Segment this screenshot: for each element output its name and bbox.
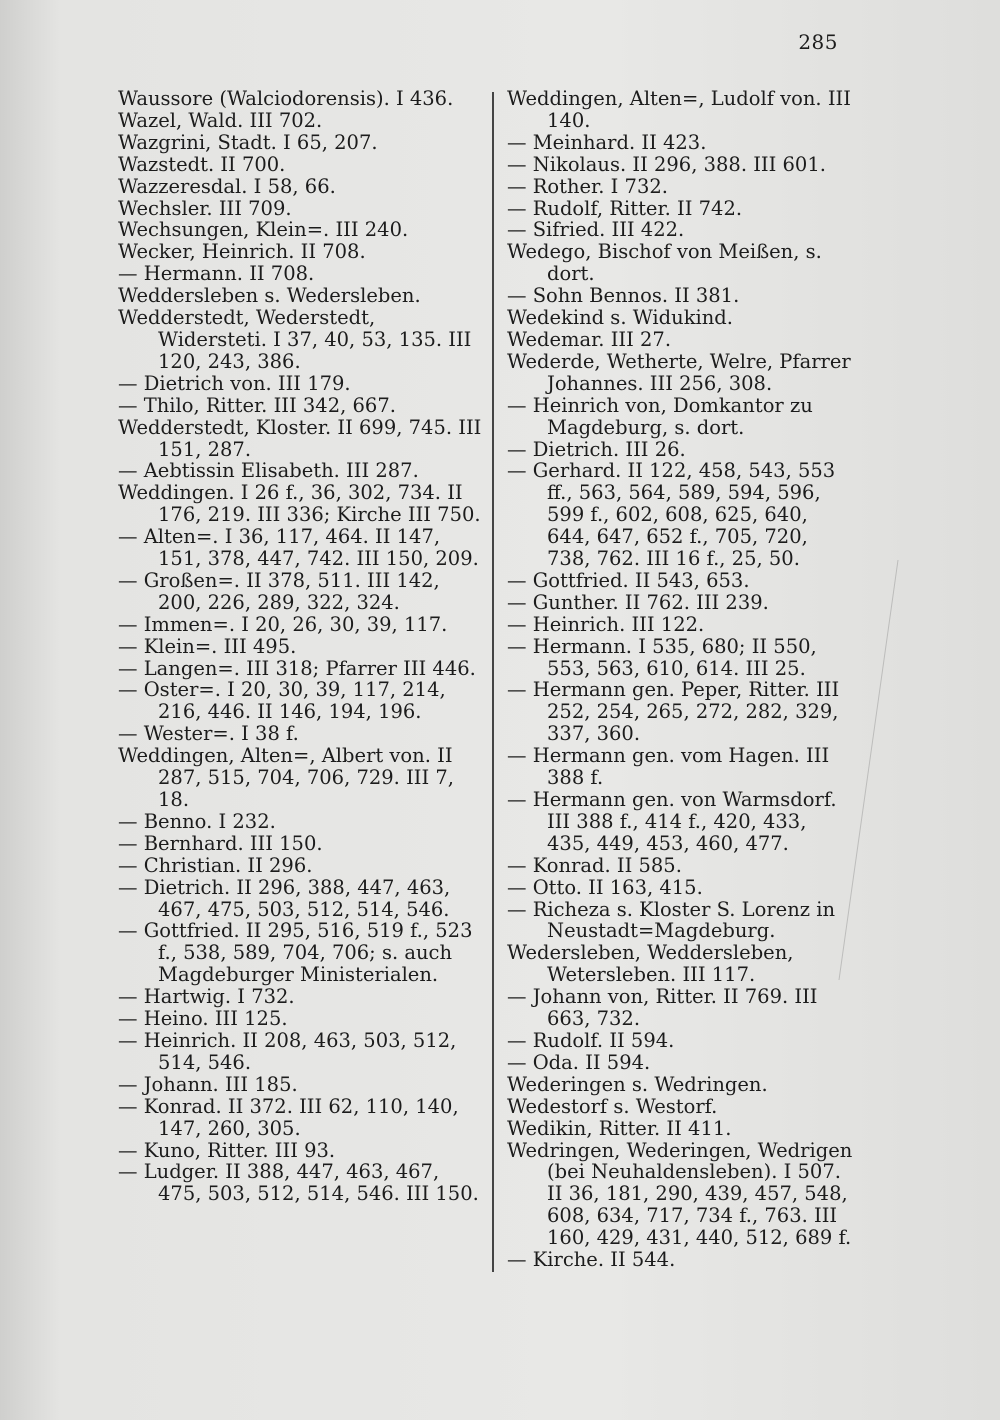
index-entry: — Alten=. I 36, 117, 464. II 147, 151, 378, 447, 742. III 150, 209. xyxy=(118,525,479,571)
index-entry: — Dietrich von. III 179. xyxy=(118,371,351,395)
index-entry: — Wester=. I 38 f. xyxy=(118,722,299,746)
index-entry: Wedderstedt, Kloster. II 699, 745. III 151, 287. xyxy=(118,415,482,461)
index-entry: — Oster=. I 20, 30, 39, 117, 214, 216, 446. II 146, 194, 196. xyxy=(118,678,446,724)
index-entry: Wedemar. III 27. xyxy=(507,327,672,351)
index-entry: — Hermann gen. vom Hagen. III 388 f. xyxy=(507,744,830,790)
index-entry: — Richeza s. Kloster S. Lorenz in Neustadt=Magdeburg. xyxy=(507,897,836,943)
index-entry: — Hermann gen. Peper, Ritter. III 252, 254, 265, 272, 282, 329, 337, 360. xyxy=(507,678,840,746)
index-entry: — Johann von, Ritter. II 769. III 663, 732. xyxy=(507,985,818,1031)
index-entry: — Immen=. I 20, 26, 30, 39, 117. xyxy=(118,612,448,636)
index-entry: — Hermann. I 535, 680; II 550, 553, 563, 610, 614. III 25. xyxy=(507,634,817,680)
index-entry: Wedestorf s. Westorf. xyxy=(507,1094,718,1118)
index-entry: — Nikolaus. II 296, 388. III 601. xyxy=(507,152,826,176)
index-entry: — Rudolf. II 594. xyxy=(507,1028,675,1052)
index-entry: Weddingen, Alten=, Albert von. II 287, 515, 704, 706, 729. III 7, 18. xyxy=(118,744,454,811)
index-entry: Wedikin, Ritter. II 411. xyxy=(507,1116,732,1140)
index-entry: Wedekind s. Widukind. xyxy=(507,306,733,330)
index-entry: — Christian. II 296. xyxy=(118,853,313,877)
index-entry: Wedego, Bischof von Meißen, s. dort. xyxy=(507,240,822,286)
index-entry: — Konrad. II 585. xyxy=(507,853,682,877)
index-entry: Weddingen. I 26 f., 36, 302, 734. II 176, 219. III 336; Kirche III 750. xyxy=(118,481,481,527)
index-entry: — Hartwig. I 732. xyxy=(118,985,295,1009)
index-entry: — Sohn Bennos. II 381. xyxy=(507,284,740,308)
index-entry: Wazgrini, Stadt. I 65, 207. xyxy=(118,130,378,154)
index-entry: — Großen=. II 378, 511. III 142, 200, 226, 289, 322, 324. xyxy=(118,568,440,614)
index-entry: — Benno. I 232. xyxy=(118,809,276,833)
index-entry: — Sifried. III 422. xyxy=(507,218,685,242)
index-entry: — Ludger. II 388, 447, 463, 467, 475, 503, 512, 514, 546. III 150. xyxy=(118,1160,479,1206)
index-entry: — Hermann gen. von Warmsdorf. III 388 f., 414 f., 420, 433, 435, 449, 453, 460, 477. xyxy=(507,788,837,855)
index-entry: — Gottfried. II 543, 653. xyxy=(507,568,750,592)
index-entry: — Gunther. II 762. III 239. xyxy=(507,590,769,614)
column-divider xyxy=(492,92,494,1272)
index-entry: Wechsler. III 709. xyxy=(118,196,292,220)
left-column xyxy=(118,88,486,1205)
index-entry: — Johann. III 185. xyxy=(118,1072,298,1096)
index-entry: — Heinrich. II 208, 463, 503, 512, 514, 546. xyxy=(118,1028,457,1074)
index-entry: — Konrad. II 372. III 62, 110, 140, 147, 260, 305. xyxy=(118,1094,459,1140)
index-entry: — Otto. II 163, 415. xyxy=(507,875,703,899)
index-entry: Wedderstedt, Wederstedt, Widersteti. I 37, 40, 53, 135. III 120, 243, 386. xyxy=(118,306,472,373)
paper-crease xyxy=(838,560,988,980)
index-entry: Wechsungen, Klein=. III 240. xyxy=(118,218,409,242)
index-entry: — Kuno, Ritter. III 93. xyxy=(118,1138,336,1162)
index-entry: — Gerhard. II 122, 458, 543, 553 ff., 563, 564, 589, 594, 596, 599 f., 602, 608, 625, 640, 644, 647, 652 f., 705, 720, 738, 762. III 16 f., 25, 50. xyxy=(507,459,836,571)
page-number: 285 xyxy=(798,30,838,54)
index-entry: Waussore (Walciodorensis). I 436. xyxy=(118,87,454,110)
index-entry: Wedringen, Wederingen, Wedrigen (bei Neuhaldensleben). I 507. II 36, 181, 290, 439, 457, 548, 608, 634, 717, 734 f., 763. III 160, 429, 431, 440, 512, 689 f. xyxy=(507,1138,853,1250)
index-entry: — Langen=. III 318; Pfarrer III 446. xyxy=(118,656,476,680)
index-entry: Wazzeresdal. I 58, 66. xyxy=(118,174,336,198)
index-entry: — Aebtissin Elisabeth. III 287. xyxy=(118,459,419,483)
index-entry: — Heinrich. III 122. xyxy=(507,612,705,636)
index-entry: — Oda. II 594. xyxy=(507,1050,651,1074)
index-entry: — Thilo, Ritter. III 342, 667. xyxy=(118,393,396,417)
index-entry: — Dietrich. III 26. xyxy=(507,437,686,461)
index-entry: Wazstedt. II 700. xyxy=(118,152,286,176)
index-entry: Wedersleben, Weddersleben, Wetersleben. III 117. xyxy=(507,941,794,987)
index-entry: Wederingen s. Wedringen. xyxy=(507,1072,768,1096)
index-entry: — Bernhard. III 150. xyxy=(118,831,323,855)
index-entry: Wazel, Wald. III 702. xyxy=(118,108,323,132)
index-entry: Wecker, Heinrich. II 708. xyxy=(118,240,366,264)
index-entry: — Klein=. III 495. xyxy=(118,634,297,658)
right-column xyxy=(507,88,855,1271)
index-entry: — Meinhard. II 423. xyxy=(507,130,707,154)
index-entry: — Rother. I 732. xyxy=(507,174,668,198)
index-entry: — Kirche. II 544. xyxy=(507,1248,676,1272)
index-entry: — Hermann. II 708. xyxy=(118,262,315,286)
index-entry: — Heino. III 125. xyxy=(118,1007,288,1031)
index-entry: Weddingen, Alten=, Ludolf von. III 140. xyxy=(507,87,851,132)
index-entry: Weddersleben s. Wedersleben. xyxy=(118,284,421,308)
index-entry: — Rudolf, Ritter. II 742. xyxy=(507,196,743,220)
index-entry: — Gottfried. II 295, 516, 519 f., 523 f., 538, 589, 704, 706; s. auch Magdeburger Ministerialen. xyxy=(118,919,473,987)
index-entry: Wederde, Wetherte, Welre, Pfarrer Johannes. III 256, 308. xyxy=(507,349,851,395)
index-entry: — Heinrich von, Domkantor zu Magdeburg, s. dort. xyxy=(507,393,813,439)
index-entry: — Dietrich. II 296, 388, 447, 463, 467, 475, 503, 512, 514, 546. xyxy=(118,875,451,921)
